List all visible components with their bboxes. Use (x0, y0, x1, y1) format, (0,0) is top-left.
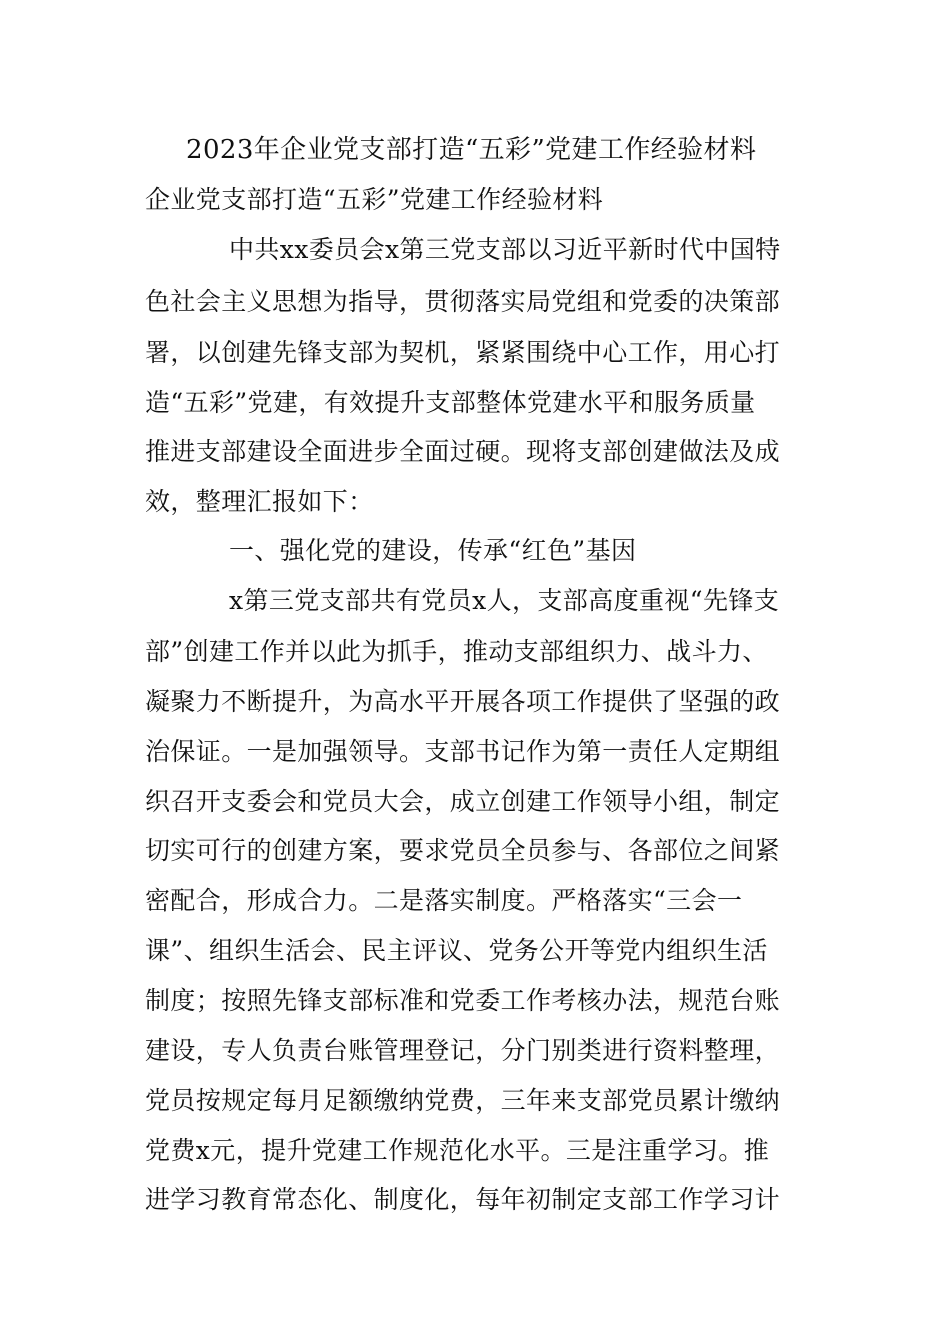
paragraph-line: 凝聚力不断提升，为高水平开展各项工作提供了坚强的政 (145, 687, 781, 716)
document-subtitle: 企业党支部打造“五彩”党建工作经验材料 (145, 185, 604, 214)
paragraph-line: 密配合，形成合力。二是落实制度。严格落实“三会一 (145, 886, 743, 915)
paragraph-line: 中共xx委员会x第三党支部以习近平新时代中国特 (229, 235, 781, 264)
paragraph-line: x第三党支部共有党员x人，支部高度重视“先锋支 (229, 586, 780, 615)
paragraph-line: 进学习教育常态化、制度化，每年初制定支部工作学习计 (145, 1185, 781, 1214)
paragraph-line: 效，整理汇报如下： (145, 487, 374, 516)
paragraph-line: 部”创建工作并以此为抓手，推动支部组织力、战斗力、 (145, 637, 768, 666)
paragraph-line: 党费x元，提升党建工作规范化水平。三是注重学习。推 (145, 1136, 770, 1165)
paragraph-line: 署，以创建先锋支部为契机，紧紧围绕中心工作，用心打 (145, 338, 781, 367)
paragraph-line: 推进支部建设全面进步全面过硬。现将支部创建做法及成 (145, 437, 781, 466)
paragraph-line: 课”、组织生活会、民主评议、党务公开等党内组织生活 (145, 936, 768, 965)
document-title: 2023年企业党支部打造“五彩”党建工作经验材料 (186, 135, 757, 165)
section-heading: 一、强化党的建设，传承“红色”基因 (229, 536, 637, 565)
paragraph-line: 党员按规定每月足额缴纳党费，三年来支部党员累计缴纳 (145, 1086, 781, 1115)
paragraph-line: 治保证。一是加强领导。支部书记作为第一责任人定期组 (145, 737, 781, 766)
paragraph-line: 建设，专人负责台账管理登记，分门别类进行资料整理， (145, 1036, 781, 1065)
paragraph-line: 色社会主义思想为指导，贯彻落实局党组和党委的决策部 (145, 287, 781, 316)
paragraph-line: 织召开支委会和党员大会，成立创建工作领导小组，制定 (145, 787, 781, 816)
paragraph-line: 切实可行的创建方案，要求党员全员参与、各部位之间紧 (145, 836, 781, 865)
paragraph-line: 造“五彩”党建，有效提升支部整体党建水平和服务质量 (145, 388, 756, 417)
paragraph-line: 制度；按照先锋支部标准和党委工作考核办法，规范台账 (145, 986, 781, 1015)
